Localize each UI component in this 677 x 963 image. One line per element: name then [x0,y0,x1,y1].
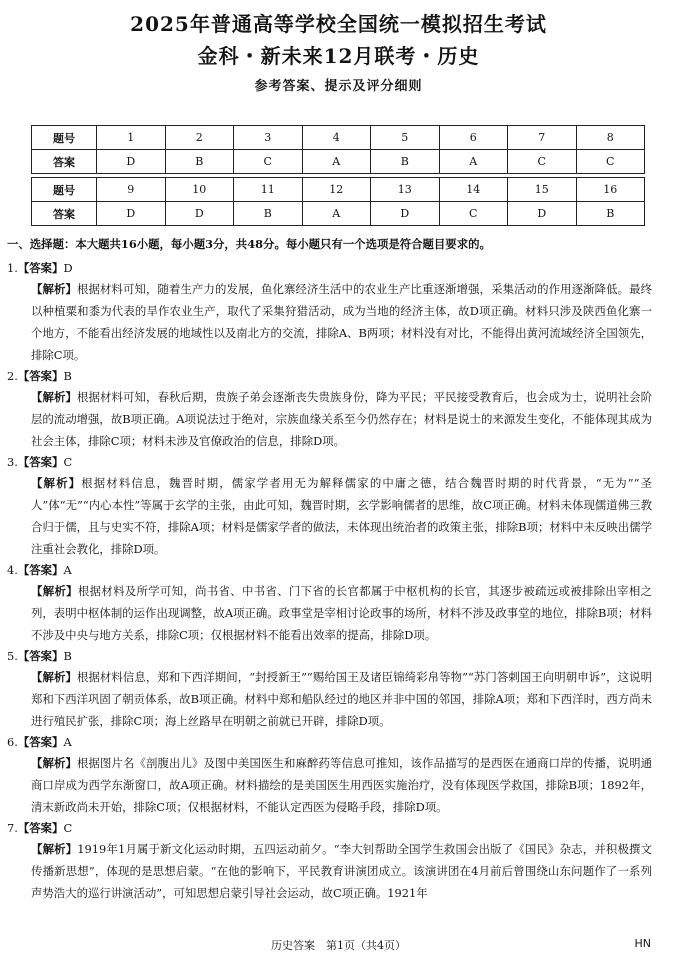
answer-value: D [63,261,73,275]
row-label-number: 题号 [32,178,97,202]
table-cell: 10 [165,178,234,202]
table-row-numbers [32,126,645,150]
table-cell: 1 [97,126,166,150]
answer-value: B [63,369,72,383]
table-cell: A [302,150,371,174]
question-item [7,732,652,818]
table-cell: C [234,150,303,174]
analysis-paragraph [7,472,652,560]
question-number: 4. [7,563,18,577]
table-cell: A [302,202,371,226]
question-item [7,452,652,560]
answer-value: A [63,563,72,577]
table-cell: 5 [371,126,440,150]
answer-tag: 【答案】 [17,369,64,383]
table-cell: 8 [576,126,645,150]
table-cell: B [234,202,303,226]
question-number: 1. [7,261,18,275]
table-cell: D [508,202,577,226]
table-cell: C [576,150,645,174]
answer-line [7,452,652,472]
table-cell: 4 [302,126,371,150]
analysis-text: 根据材料可知，春秋后期，贵族子弟会逐渐丧失贵族身份，降为平民；平民接受教育后，也会成为士，说明社会阶层的流动增强，故B项正确。A项说法过于绝对，宗族血缘关系至今仍然存在；材料是说士的来源发生变化，不能体现其成为社会主体，排除C项；材料未涉及官僚政治的信息，排除D项。 [31,390,652,448]
table-cell: 7 [508,126,577,150]
table-row-numbers [32,178,645,202]
question-item [7,366,652,452]
question-number: 7. [7,821,18,835]
table-cell: 14 [439,178,508,202]
analysis-text: 根据图片名《剖腹出儿》及图中美国医生和麻醉药等信息可推知，该作品描写的是西医在通商口岸的传播，说明通商口岸成为西学东渐窗口，故A项正确。材料描绘的是美国医生用西医实施治疗，没有体现医学救国，排除B项；1892年，清末新政尚未开始，排除C项；仅根据材料，不能认定西医为侵略手段，排除D项。 [31,756,652,814]
question-item [7,258,652,366]
answer-tag: 【答案】 [17,261,64,275]
analysis-tag: 【解析】 [31,756,78,770]
analysis-tag: 【解析】 [31,842,78,856]
table-row-answers [32,202,645,226]
table-cell: B [371,150,440,174]
answer-line [7,732,652,752]
analysis-paragraph [7,278,652,366]
analysis-tag: 【解析】 [31,390,78,404]
table-cell: C [508,150,577,174]
answer-value: C [63,821,73,835]
analysis-tag: 【解析】 [31,476,82,490]
page-footer: 历史答案 第1页（共4页） [271,939,406,952]
analysis-tag: 【解析】 [31,584,78,598]
answer-tag: 【答案】 [17,563,64,577]
exam-subject-title: 金科・新未来12月联考・历史 [197,44,480,68]
answer-line [7,366,652,386]
analysis-paragraph [7,666,652,732]
answer-value: C [63,455,73,469]
question-number: 6. [7,735,18,749]
question-number: 2. [7,369,18,383]
question-list [7,258,652,904]
answer-tag: 【答案】 [17,649,64,663]
answer-line [7,646,652,666]
table-cell: 16 [576,178,645,202]
page-title: 2025年普通高等学校全国统一模拟招生考试 [130,12,547,36]
analysis-paragraph [7,580,652,646]
document-subtitle: 参考答案、提示及评分细则 [254,79,423,94]
row-label-number: 题号 [32,126,97,150]
row-label-answer: 答案 [32,202,97,226]
table-cell: B [576,202,645,226]
question-number: 5. [7,649,18,663]
table-cell: D [165,202,234,226]
table-cell: B [165,150,234,174]
table-cell: D [371,202,440,226]
analysis-paragraph [7,752,652,818]
analysis-text: 根据材料信息，魏晋时期，儒家学者用无为解释儒家的中庸之德，结合魏晋时期的时代背景，“无为”“圣人”体“无”“内心本性”等属于玄学的主张，由此可知，魏晋时期，玄学影响儒者的思维，故C项正确。材料未体现儒道佛三教合归于儒，且与史实不符，排除A项；材料是儒家学者的做法，未体现出统治者的政策主张，排除B项；材料中未反映出儒学注重社会教化，排除D项。 [31,476,652,556]
answer-tag: 【答案】 [17,735,64,749]
question-item [7,818,652,904]
table-cell: 9 [97,178,166,202]
question-item [7,646,652,732]
answer-table-1 [31,125,645,174]
section-heading: 一、选择题：本大题共16小题，每小题3分，共48分。每小题只有一个选项是符合题目要求的。 [7,237,491,251]
analysis-text: 1919年1月属于新文化运动时期，五四运动前夕。“李大钊帮助全国学生救国会出版了《国民》杂志，并积极撰文传播新思想”，体现的是思想启蒙。“在他的影响下，平民教育讲演团成立。该演讲团在4月前后曾围绕山东问题作了一系列声势浩大的巡行讲演活动”，可知思想启蒙引导社会运动，故C项正确。1921年 [31,842,652,900]
table-cell: D [97,150,166,174]
answer-line [7,818,652,838]
table-cell: A [439,150,508,174]
analysis-paragraph [7,386,652,452]
table-cell: C [439,202,508,226]
table-cell: 6 [439,126,508,150]
question-item [7,560,652,646]
analysis-text: 根据材料及所学可知，尚书省、中书省、门下省的长官都属于中枢机构的长官，其逐步被疏远或被排除出宰相之列，表明中枢体制的运作出现调整，故A项正确。政事堂是宰相讨论政事的场所，材料不涉及政事堂的地位，排除B项；材料不涉及中央与地方关系，排除C项；仅根据材料不能看出效率的提高，排除D项。 [31,584,652,642]
answer-value: A [63,735,72,749]
question-number: 3. [7,455,18,469]
analysis-tag: 【解析】 [31,670,77,684]
table-cell: 13 [371,178,440,202]
table-cell: 3 [234,126,303,150]
answer-value: B [63,649,72,663]
table-cell: 2 [165,126,234,150]
table-cell: 12 [302,178,371,202]
answer-line [7,258,652,278]
answer-table-2 [31,177,645,226]
answer-line [7,560,652,580]
row-label-answer: 答案 [32,150,97,174]
analysis-text: 根据材料信息，郑和下西洋期间，“封授新王”“赐给国王及诸臣锦绮彩帛等物”“苏门答剌国王向明朝申诉”，这说明郑和下西洋巩固了朝贡体系，故B项正确。材料中郑和船队经过的地区并非中国的邻国，排除A项；郑和下西洋时，西方尚未进行殖民扩张，排除C项；海上丝路早在明朝之前就已开辟，排除D项。 [31,670,652,728]
table-cell: 15 [508,178,577,202]
answer-tag: 【答案】 [17,821,64,835]
table-row-answers [32,150,645,174]
analysis-tag: 【解析】 [31,282,78,296]
analysis-paragraph [7,838,652,904]
table-cell: D [97,202,166,226]
table-cell: 11 [234,178,303,202]
analysis-text: 根据材料可知，随着生产力的发展，鱼化寨经济生活中的农业生产比重逐渐增强，采集活动的作用逐渐降低。最终以种植粟和黍为代表的旱作农业生产，取代了采集狩猎活动，成为当地的经济主体，故D项正确。材料只涉及陕西鱼化寨一个地方，不能看出经济发展的地域性以及南北方的交流，排除A、B两项；材料没有对比，不能得出黄河流域经济全国领先，排除C项。 [31,282,652,362]
region-code: HN [634,937,651,950]
answer-tag: 【答案】 [17,455,64,469]
